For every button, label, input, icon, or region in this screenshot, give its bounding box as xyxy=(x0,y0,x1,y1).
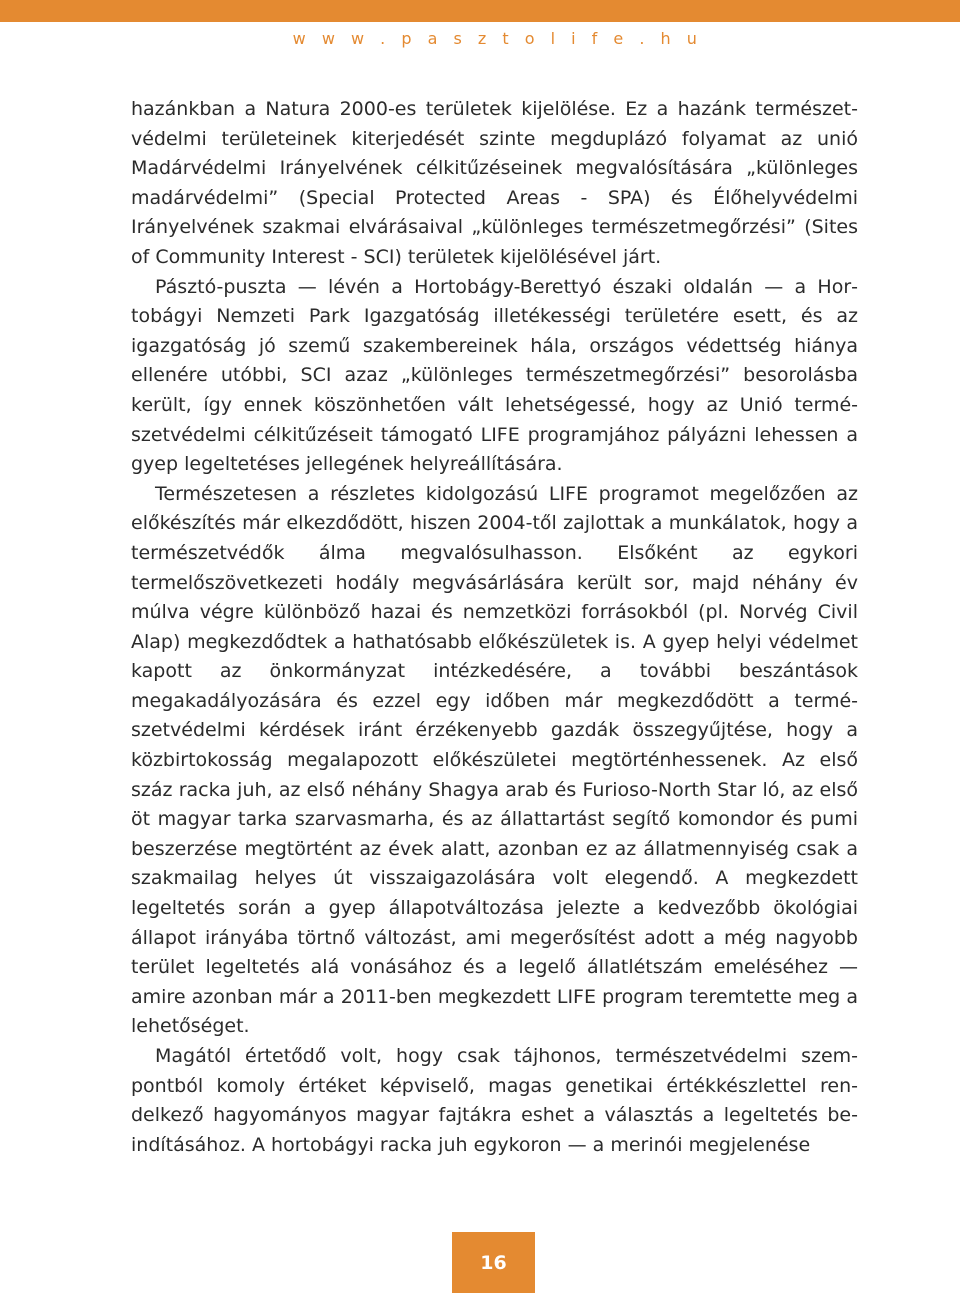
header-url: w w w . p a s z t o l i f e . h u xyxy=(292,29,703,48)
article-body xyxy=(131,95,858,1160)
paragraph-3: Természetesen a részletes kidolgozású LIFE programot megelőzően az előkészítés már elkezdődött, hiszen 2004-től zajlottak a munkálatok, hogy a természetvédők álma megvalósulhasson. Elsőként az egykori termelőszövetkezeti hodály megvásárlására került sor, majd néhány év múlva végre különböző hazai és nemzetközi forrásokból (pl. Norvég Civil Alap) megkezdődtek a hathatósabb előkészületek is. A gyep helyi védelmet kapott az önkormányzat intézkedésére, a további beszántások megakadályozására és ezzel egy időben már megkezdődött a természetvédelmi kérdések iránt érzékenyebb gazdák összegyűjtése, hogy a közbirtokosság megalapozott előkészületei megtörténhessenek. Az első száz racka juh, az első néhány Shagya arab és Furioso-North Star ló, az első öt magyar tarka szarvasmarha, és az állattartást segítő komondor és pumi beszerzése megtörtént az évek alatt, azonban ez az állatmennyiség csak a szakmailag helyes út visszaigazolására volt elegendő. A megkezdett legeltetés során a gyep állapotváltozása jelezte a kedvezőbb ökológiai állapot irányába törtnő változást, ami megerősítést adott a még nagyobb terület legeltetés alá vonásához és a legelő állatlétszám emeléséhez — amire azonban már a 2011-ben megkezdett LIFE program teremtette meg a lehetőséget. xyxy=(131,482,858,1038)
paragraph-1: hazánkban a Natura 2000-es területek kijelölése. Ez a hazánk természetvédelmi területeinek kiterjedését szinte megduplázó folyamat az unió Madárvédelmi Irányelvének célkitűzéseinek megvalósítására „különleges madárvédelmi” (Special Protected Areas - SPA) és Élőhelyvédelmi Irányelvének szakmai elvárásaival „különleges természetmegőrzési” (Sites of Community Interest - SCI) területek kijelölésével járt. xyxy=(131,98,858,268)
header-bar xyxy=(0,0,960,22)
paragraph-2: Pásztó-puszta — lévén a Hortobágy-Berettyó északi oldalán — a Hortobágyi Nemzeti Park Igazgatóság illetékességi területére esett, és az igazgatóság jó szemű szakembereinek hála, országos védettség hiánya ellenére utóbbi, SCI azaz „különleges természetmegőrzési” besorolásba került, így ennek köszönhetően vált lehetségessé, hogy az Unió természetvédelmi célkitűzéseit támogató LIFE programjához pályázni lehessen a gyep legeltetéses jellegének helyreállítására. xyxy=(131,275,858,476)
page-number-badge xyxy=(452,1232,535,1293)
page-number: 16 xyxy=(480,1251,507,1274)
paragraph-4: Magától értetődő volt, hogy csak tájhonos, természetvédelmi szempontból komoly értéket képviselő, magas genetikai értékkészlettel rendelkező hagyományos magyar fajtákra eshet a választás a legeltetés beindításához. A hortobágyi racka juh egykoron — a merinói megjelenése xyxy=(131,1045,858,1156)
